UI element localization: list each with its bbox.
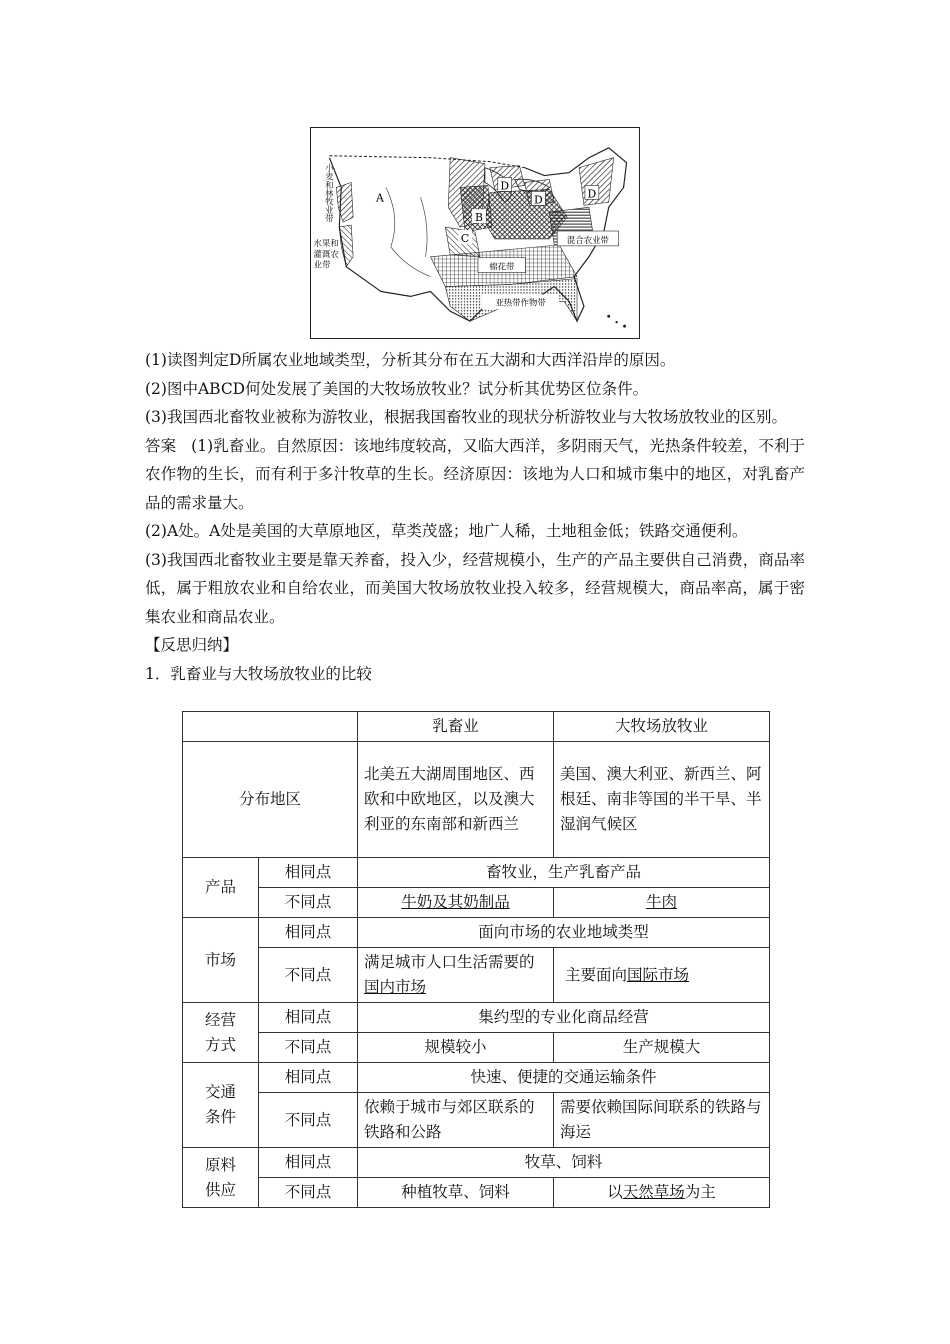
header-ranch: 大牧场放牧业 <box>554 712 770 742</box>
label-d-2: D <box>534 193 543 207</box>
table-row-mgmt-diff <box>183 1033 770 1063</box>
diff-label: 不同点 <box>259 1033 358 1063</box>
table-row-market-same <box>183 918 770 948</box>
label-subtropical-belt: 亚热带作物带 <box>495 297 546 308</box>
transport-ranch: 需要依赖国际间联系的铁路与海运 <box>554 1093 770 1148</box>
product-label: 产品 <box>183 858 259 918</box>
diff-label: 不同点 <box>259 888 358 918</box>
raw-ranch-underline: 天然草场 <box>622 1183 685 1201</box>
table-row-distribution <box>183 742 770 858</box>
mgmt-label <box>183 1003 259 1063</box>
market-dairy-underline: 国内市场 <box>364 978 427 996</box>
raw-label-1: 原料 <box>204 1155 236 1174</box>
label-c: C <box>460 231 470 245</box>
table-row-raw-diff <box>183 1178 770 1208</box>
usa-agriculture-map-figure <box>311 128 639 338</box>
raw-label <box>183 1148 259 1208</box>
product-same: 畜牧业，生产乳畜产品 <box>358 858 770 888</box>
table-row-market-diff <box>183 948 770 1003</box>
label-fruit-irrigation-belt: 水果和灌溉农业带 <box>313 238 339 271</box>
same-label: 相同点 <box>259 1148 358 1178</box>
answer-label: 答案 <box>145 436 177 455</box>
raw-ranch <box>554 1178 770 1208</box>
mgmt-ranch: 生产规模大 <box>554 1033 770 1063</box>
mgmt-same: 集约型的专业化商品经营 <box>358 1003 770 1033</box>
reflection-heading: 【反思归纳】 <box>145 636 239 654</box>
same-label: 相同点 <box>259 918 358 948</box>
diff-label: 不同点 <box>259 1178 358 1208</box>
same-label: 相同点 <box>259 1063 358 1093</box>
table-row-product-same <box>183 858 770 888</box>
market-dairy-pre: 满足城市人口生活需要的 <box>364 953 535 971</box>
transport-dairy: 依赖于城市与郊区联系的铁路和公路 <box>358 1093 554 1148</box>
transport-label <box>183 1063 259 1148</box>
product-dairy-text: 牛奶及其奶制品 <box>401 893 510 911</box>
market-ranch-underline: 国际市场 <box>626 965 689 984</box>
table-row-product-diff <box>183 888 770 918</box>
question-3: (3)我国西北畜牧业被称为游牧业，根据我国畜牧业的现状分析游牧业与大牧场放牧业的区别。 <box>145 408 787 426</box>
mgmt-dairy: 规模较小 <box>358 1033 554 1063</box>
border-line <box>329 156 524 168</box>
label-d-3: D <box>587 187 597 201</box>
market-dairy <box>358 948 554 1003</box>
table-corner-cell <box>183 712 358 742</box>
table-row-transport-diff <box>183 1093 770 1148</box>
table-row-transport-same <box>183 1063 770 1093</box>
diff-label: 不同点 <box>259 948 358 1003</box>
mgmt-label-1: 经营 <box>204 1010 236 1029</box>
label-a: A <box>375 191 384 205</box>
answer-2: (2)A处。A处是美国的大草原地区，草类茂盛；地广人稀，土地租金低；铁路交通便利。 <box>145 522 748 540</box>
same-label: 相同点 <box>259 858 358 888</box>
mgmt-label-2: 方式 <box>204 1035 236 1054</box>
agriculture-map <box>310 127 640 339</box>
label-b: B <box>474 211 483 225</box>
raw-dairy: 种植牧草、饲料 <box>358 1178 554 1208</box>
market-ranch-pre: 主要面向 <box>564 965 627 984</box>
transport-label-1: 交通 <box>204 1083 236 1101</box>
market-label: 市场 <box>183 918 259 1003</box>
same-label: 相同点 <box>259 1003 358 1033</box>
diff-label: 不同点 <box>259 1093 358 1148</box>
transport-same: 快速、便捷的交通运输条件 <box>358 1063 770 1093</box>
raw-ranch-post: 为主 <box>684 1183 716 1201</box>
question-1: (1)读图判定D所属农业地域类型，分析其分布在五大湖和大西洋沿岸的原因。 <box>145 351 676 369</box>
product-ranch-text: 牛肉 <box>645 893 677 911</box>
transport-label-2: 条件 <box>204 1108 236 1126</box>
answer-1 <box>145 432 805 518</box>
question-answer-block <box>145 346 805 688</box>
table-row-mgmt-same <box>183 1003 770 1033</box>
table-header-row <box>183 712 770 742</box>
market-same: 面向市场的农业地域类型 <box>358 918 770 948</box>
product-dairy <box>358 888 554 918</box>
raw-ranch-pre: 以 <box>607 1183 623 1201</box>
label-wheat-ranch-belt: 小麦和林牧业带 <box>323 163 334 223</box>
product-ranch <box>554 888 770 918</box>
reflection-subheading: 1．乳畜业与大牧场放牧业的比较 <box>145 664 372 683</box>
label-mixed-belt: 混合农业带 <box>566 234 609 245</box>
header-dairy: 乳畜业 <box>358 712 554 742</box>
answer-3: (3)我国西北畜牧业主要是靠天养畜，投入少，经营规模小，生产的产品主要供自己消费，商品率低，属于粗放农业和自给农业，而美国大牧场放牧业投入较多，经营规模大，商品率高，属于密集农业和商品农业。 <box>145 550 805 626</box>
raw-label-2: 供应 <box>204 1180 236 1199</box>
label-cotton-belt: 棉花带 <box>489 261 515 272</box>
distribution-label: 分布地区 <box>183 742 358 858</box>
answer-1-text: (1)乳畜业。自然原因：该地纬度较高，又临大西洋，多阴雨天气，光热条件较差，不利于农作物的生长，而有利于多汁牧草的生长。经济原因：该地为人口和城市集中的地区，对乳畜产品的需求量大。 <box>145 436 805 512</box>
distribution-ranch: 美国、澳大利亚、新西兰、阿根廷、南非等国的半干旱、半湿润气候区 <box>554 742 770 858</box>
distribution-dairy: 北美五大湖周围地区、西欧和中欧地区，以及澳大利亚的东南部和新西兰 <box>358 742 554 858</box>
question-2: (2)图中ABCD何处发展了美国的大牧场放牧业？试分析其优势区位条件。 <box>145 379 649 398</box>
label-d-1: D <box>500 179 510 193</box>
comparison-table <box>182 711 770 1208</box>
market-ranch <box>554 948 770 1003</box>
raw-same: 牧草、饲料 <box>358 1148 770 1178</box>
table-row-raw-same <box>183 1148 770 1178</box>
